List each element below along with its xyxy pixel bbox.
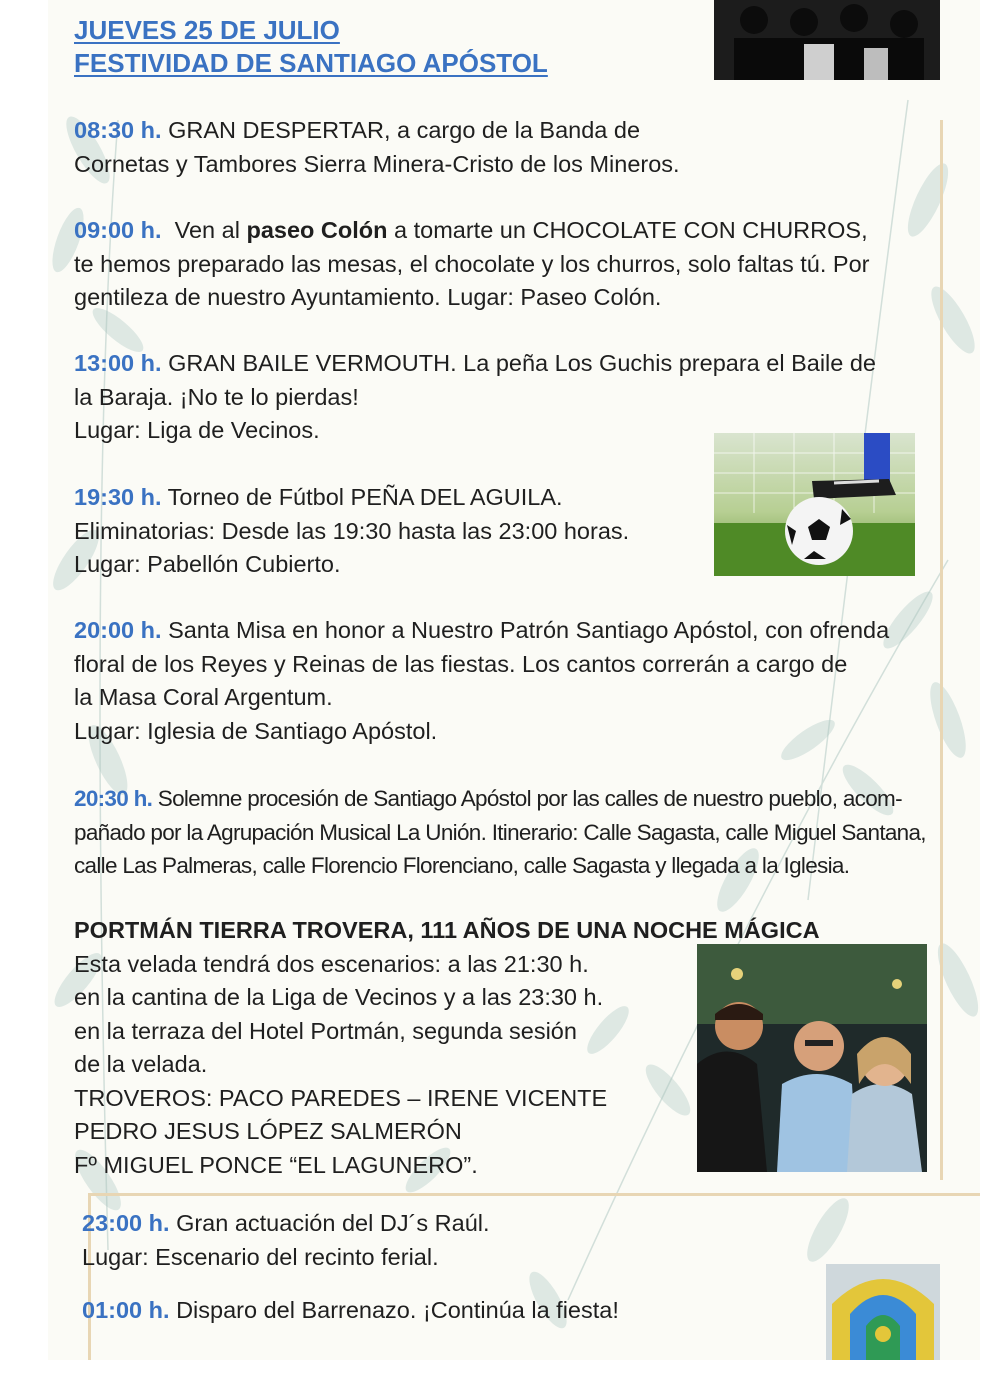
title-line-festivity: FESTIVIDAD DE SANTIAGO APÓSTOL bbox=[74, 48, 548, 78]
event-text-line: Cornetas y Tambores Sierra Minera-Cristo de los Mineros. bbox=[74, 150, 680, 177]
trovera-line: PEDRO JESUS LÓPEZ SALMERÓN bbox=[74, 1118, 462, 1144]
poster-page bbox=[48, 0, 980, 1360]
band-photo bbox=[714, 0, 940, 80]
page-title bbox=[74, 14, 548, 80]
event-text-line: Torneo de Fútbol PEÑA DEL AGUILA. bbox=[167, 484, 563, 510]
event-time: 20:30 h. bbox=[74, 786, 153, 811]
event-2030 bbox=[74, 782, 926, 883]
event-text-line: la Baraja. ¡No te lo pierdas! bbox=[74, 383, 359, 410]
event-0900 bbox=[74, 214, 869, 315]
event-text-line: Santa Misa en honor a Nuestro Patrón Santiago Apóstol, con ofrenda bbox=[168, 617, 890, 643]
title-line-date: JUEVES 25 DE JULIO bbox=[74, 15, 340, 45]
event-text-line: Lugar: Liga de Vecinos. bbox=[74, 417, 320, 443]
event-2300 bbox=[82, 1207, 490, 1274]
event-time: 20:00 h. bbox=[74, 617, 162, 643]
event-text-line: Lugar: Iglesia de Santiago Apóstol. bbox=[74, 717, 438, 744]
inflatable-photo bbox=[826, 1264, 940, 1360]
event-0830 bbox=[74, 114, 680, 181]
trovera-line: en la terraza del Hotel Portmán, segunda sesión bbox=[74, 1017, 577, 1044]
event-text-line: la Masa Coral Argentum. bbox=[74, 684, 333, 710]
trovera-line: TROVEROS: PACO PAREDES – IRENE VICENTE bbox=[74, 1084, 608, 1111]
event-text-post: a tomarte un CHOCOLATE CON CHURROS, bbox=[394, 217, 868, 243]
event-time: 01:00 h. bbox=[82, 1297, 170, 1323]
trovera-line: en la cantina de la Liga de Vecinos y a las 23:30 h. bbox=[74, 984, 604, 1010]
trovera-line: Fº MIGUEL PONCE “EL LAGUNERO”. bbox=[74, 1151, 478, 1178]
event-text-line: gentileza de nuestro Ayuntamiento. Lugar: Paseo Colón. bbox=[74, 284, 662, 310]
event-text-line: Eliminatorias: Desde las 19:30 hasta las 23:00 horas. bbox=[74, 517, 630, 544]
trovera-title: PORTMÁN TIERRA TROVERA, 111 AÑOS DE UNA NOCHE MÁGICA bbox=[74, 917, 820, 943]
event-time: 13:00 h. bbox=[74, 350, 162, 376]
trovera-line: de la velada. bbox=[74, 1051, 208, 1077]
frame-line-vertical bbox=[940, 120, 943, 1180]
event-text-line: te hemos preparado las mesas, el chocolate y los churros, solo faltas tú. Por bbox=[74, 250, 870, 277]
event-text-line: Solemne procesión de Santiago Apóstol por las calles de nuestro pueblo, acom- bbox=[157, 786, 902, 811]
event-time: 09:00 h. bbox=[74, 217, 162, 243]
event-text-line: GRAN BAILE VERMOUTH. La peña Los Guchis prepara el Baile de bbox=[168, 350, 876, 376]
trovera-line: Esta velada tendrá dos escenarios: a las 21:30 h. bbox=[74, 950, 589, 977]
event-time: 08:30 h. bbox=[74, 117, 162, 143]
event-text-line: GRAN DESPERTAR, a cargo de la Banda de bbox=[168, 117, 641, 143]
event-text-line: calle Las Palmeras, calle Florencio Florenciano, calle Sagasta y llegada a la Iglesia. bbox=[74, 853, 850, 878]
event-text-bold: paseo Colón bbox=[246, 217, 388, 243]
event-text-line: pañado por la Agrupación Musical La Unión. Itinerario: Calle Sagasta, calle Miguel Santana, bbox=[74, 819, 926, 845]
event-text-line: Disparo del Barrenazo. ¡Continúa la fiesta! bbox=[176, 1297, 619, 1323]
event-time: 19:30 h. bbox=[74, 484, 162, 510]
event-text-line: Lugar: Escenario del recinto ferial. bbox=[82, 1243, 439, 1270]
event-2000 bbox=[74, 614, 889, 748]
football-photo bbox=[714, 433, 915, 576]
event-0100 bbox=[82, 1294, 619, 1328]
event-text-line: Lugar: Pabellón Cubierto. bbox=[74, 551, 341, 577]
trovera-section bbox=[74, 914, 820, 1182]
event-text-line: floral de los Reyes y Reinas de las fiestas. Los cantos correrán a cargo de bbox=[74, 650, 848, 677]
event-text-line: Gran actuación del DJ´s Raúl. bbox=[176, 1210, 490, 1236]
event-time: 23:00 h. bbox=[82, 1210, 170, 1236]
event-1930 bbox=[74, 481, 629, 582]
event-text-pre: Ven al bbox=[174, 217, 240, 243]
